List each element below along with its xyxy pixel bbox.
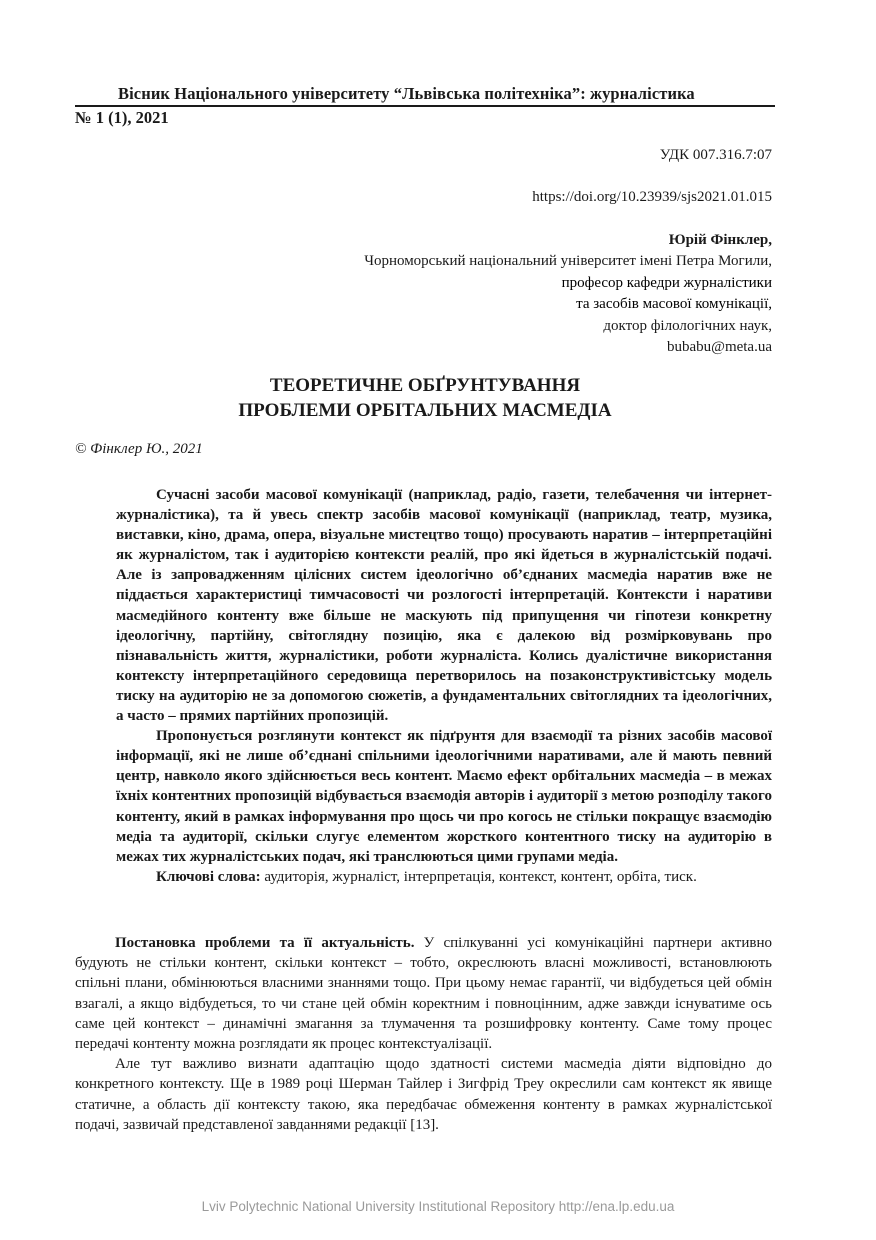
repository-footer: Lviv Polytechnic National University Institutional Repository http://ena.lp.edu.ua <box>201 1199 675 1214</box>
keywords-label: Ключові слова: <box>156 868 261 885</box>
udc-code: УДК 007.316.7:07 <box>659 147 772 163</box>
article-title-line2: ПРОБЛЕМИ ОРБІТАЛЬНИХ МАСМЕДІА <box>238 400 612 421</box>
abstract-paragraph-1: Сучасні засоби масової комунікації (наприклад, радіо, газети, телебачення чи інтернет-журналістика), та й увесь спектр засобів масової комунікації (наприклад, театр, музика, виставки, кіно, драма, опера, візуальне мистецтво тощо) просувають наратив – інтерпретаційні як журналістом, так і аудиторією контексти реалій, про які йдеться в журналістській подачі. Але із запровадженням цілісних систем ідеологічно об’єднаних масмедіа наратив вже не піддається характеристиці тимчасовості чи розлогості інтерпретацій. Контексти і наративи масмедійного контенту вже більше не маскують під припущення чи гіпотези конкретну ідеологічну, партійну, світоглядну позицію, яка є далекою від розмірковувань про пізнавальність життя, журналістики, роботи журналіста. Колись дуалістичне використання контексту інтерпретаційного середовища перетворилось на позаконструктивістську модель тиску на аудиторію не за допомогою сюжетів, а фундаментальних світоглядних та ідеологічних, а часто – прямих партійних пропозицій. <box>116 487 772 725</box>
author-position-line1: професор кафедри журналістики <box>561 274 772 291</box>
body-paragraph-1-text: У спілкуванні усі комунікаційні партнери активно будують не стільки контент, скільки контекст – тобто, окреслюють власні можливості, встановлюють спільні плани, обмінюються власними знаннями тощо. При цьому немає гарантії, чи відбудеться цей обмін взагалі, а якщо відбудеться, то чи стане цей обмін коректним і повноцінним, адже завжди існуватиме ось саме цей контекст – динамічні змагання за тлумачення та розшифровку контенту. Саме тому процес передачі контенту можна розглядати як процес контекстуалізації. <box>75 935 772 1053</box>
journal-title: Вісник Національного університету “Львівська політехніка”: журналістика <box>118 84 695 103</box>
header-divider <box>75 105 775 107</box>
copyright: © Фінклер Ю., 2021 <box>75 441 203 457</box>
article-title-line1: ТЕОРЕТИЧНЕ ОБҐРУНТУВАННЯ <box>269 375 581 396</box>
author-name: Юрій Фінклер, <box>668 232 772 248</box>
author-degree: доктор філологічних наук, <box>603 317 772 334</box>
article-body <box>75 933 772 1135</box>
author-affiliation: Чорноморський національний університет імені Петра Могили, <box>364 253 772 270</box>
author-position-line2: та засобів масової комунікації, <box>576 296 772 313</box>
keywords <box>116 867 772 887</box>
issue-number: № 1 (1), 2021 <box>75 108 169 127</box>
body-paragraph-2: Але тут важливо визнати адаптацію щодо здатності системи масмедіа діяти відповідно до конкретного контексту. Ще в 1989 році Шерман Тайлер і Зигфрід Треу окреслили сам контекст як явище статичне, а область дії контексту такою, яка передбачає обмеження контенту в рамках журналістської подачі, зазвичай представленої завданнями редакції [13]. <box>75 1056 772 1133</box>
keywords-list: аудиторія, журналіст, інтерпретація, контекст, контент, орбіта, тиск. <box>260 868 697 885</box>
doi-link[interactable]: https://doi.org/10.23939/sjs2021.01.015 <box>532 189 772 205</box>
section-heading: Постановка проблеми та її актуальність. <box>115 935 415 951</box>
body-paragraph-1 <box>75 933 772 1054</box>
author-email[interactable]: bubabu@meta.ua <box>666 339 772 356</box>
abstract <box>116 485 772 887</box>
article-title <box>0 373 850 423</box>
abstract-paragraph-2: Пропонується розглянути контекст як підґрунтя для взаємодії та різних засобів масової інформації, які не лише об’єднані спільними ідеологічними наративами, але й мають певний центр, навколо якого здійснюється весь контент. Маємо ефект орбітальних масмедіа – в межах їхніх контентних пропозицій відбувається взаємодія авторів і аудиторії з метою розподілу такого контенту, який в рамках інформування про щось чи про когось не стільки покращує взаємодію медіа та аудиторії, скільки слугує елементом жорсткого контентного тиску на аудиторію в межах тих журналістських подач, які транслюються цими групами медіа. <box>116 728 772 865</box>
author-block <box>364 230 772 358</box>
